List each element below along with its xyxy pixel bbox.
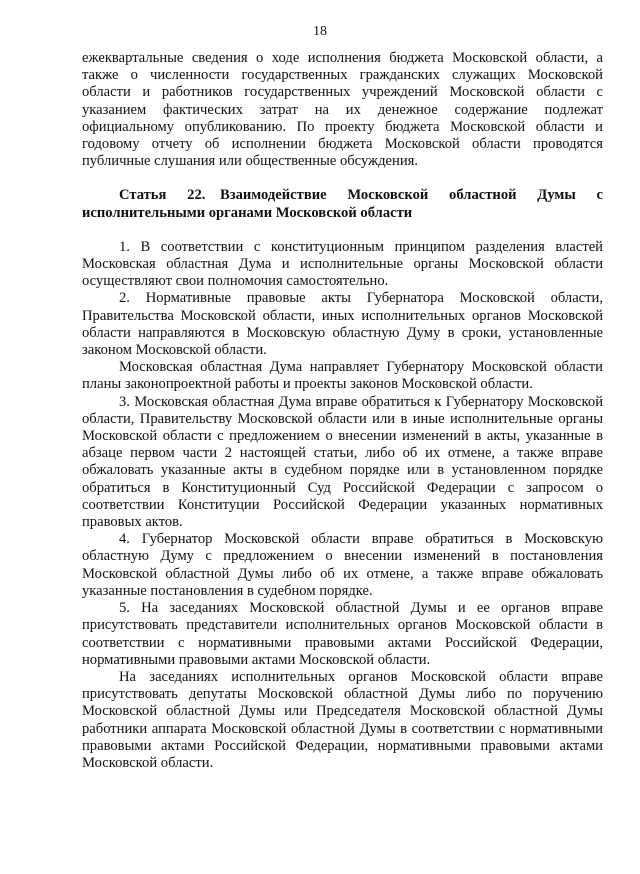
article-paragraph-4: 4. Губернатор Московской области вправе обратиться в Московскую областную Думу с предложением о внесении изменений в постановления Московской областной Думы либо об их отмене, а также вправе обжаловать указанные постановления в судебном порядке. — [82, 531, 603, 599]
article-heading: Статья 22. Взаимодействие Московской областной Думы с исполнительными органами Московской области — [82, 187, 603, 221]
spacer — [82, 170, 603, 187]
page-number: 18 — [313, 24, 327, 39]
spacer — [82, 222, 603, 239]
article-paragraph-2-continued: Московская областная Дума направляет Губернатору Московской области планы законопроектной работы и проекты законов Московской области. — [82, 359, 603, 393]
article-paragraph-1: 1. В соответствии с конституционным принципом разделения властей Московская областная Дума и исполнительные органы Московской области осуществляют свои полномочия самостоятельно. — [82, 238, 603, 290]
article-paragraph-2: 2. Нормативные правовые акты Губернатора Московской области, Правительства Московской области, иных исполнительных органов Московской области направляются в Московскую областную Думу в сроки, установленные законом Московской области. — [82, 290, 603, 359]
article-paragraph-5: 5. На заседаниях Московской областной Думы и ее органов вправе присутствовать представители исполнительных органов Московской области в соответствии с нормативными правовыми актами Российской Федерации, нормативными правовыми актами Московской области. — [82, 600, 603, 668]
article-paragraph-3: 3. Московская областная Дума вправе обратиться к Губернатору Московской области, Правительству Московской области или в иные исполнительные органы Московской области с предложением о внесении изменений в акты, указанные в абзаце первом части 2 настоящей статьи, либо об их отмене, а также вправе обжаловать указанные акты в судебном порядке или в установленном порядке обратиться в Конституционный Суд Российской Федерации с запросом о соответствии Конституции Российской Федерации указанных нормативных правовых актов. — [82, 393, 603, 531]
intro-paragraph: ежеквартальные сведения о ходе исполнения бюджета Московской области, а также о численности государственных гражданских служащих Московской области и работников государственных учреждений Московской области с указанием фактических затрат на их денежное содержание подлежат официальному опубликованию. По проекту бюджета Московской области и годовому отчету об исполнении бюджета Московской области проводятся публичные слушания или общественные обсуждения. — [82, 50, 603, 170]
article-paragraph-5-continued: На заседаниях исполнительных органов Московской области вправе присутствовать депутаты Московской областной Думы либо по поручению Московской областной Думы или Председателя Московской областной Думы работники аппарата Московской областной Думы в соответствии с нормативными правовыми актами Российской Федерации, нормативными правовыми актами Московской области. — [82, 668, 603, 771]
document-body — [82, 50, 603, 772]
